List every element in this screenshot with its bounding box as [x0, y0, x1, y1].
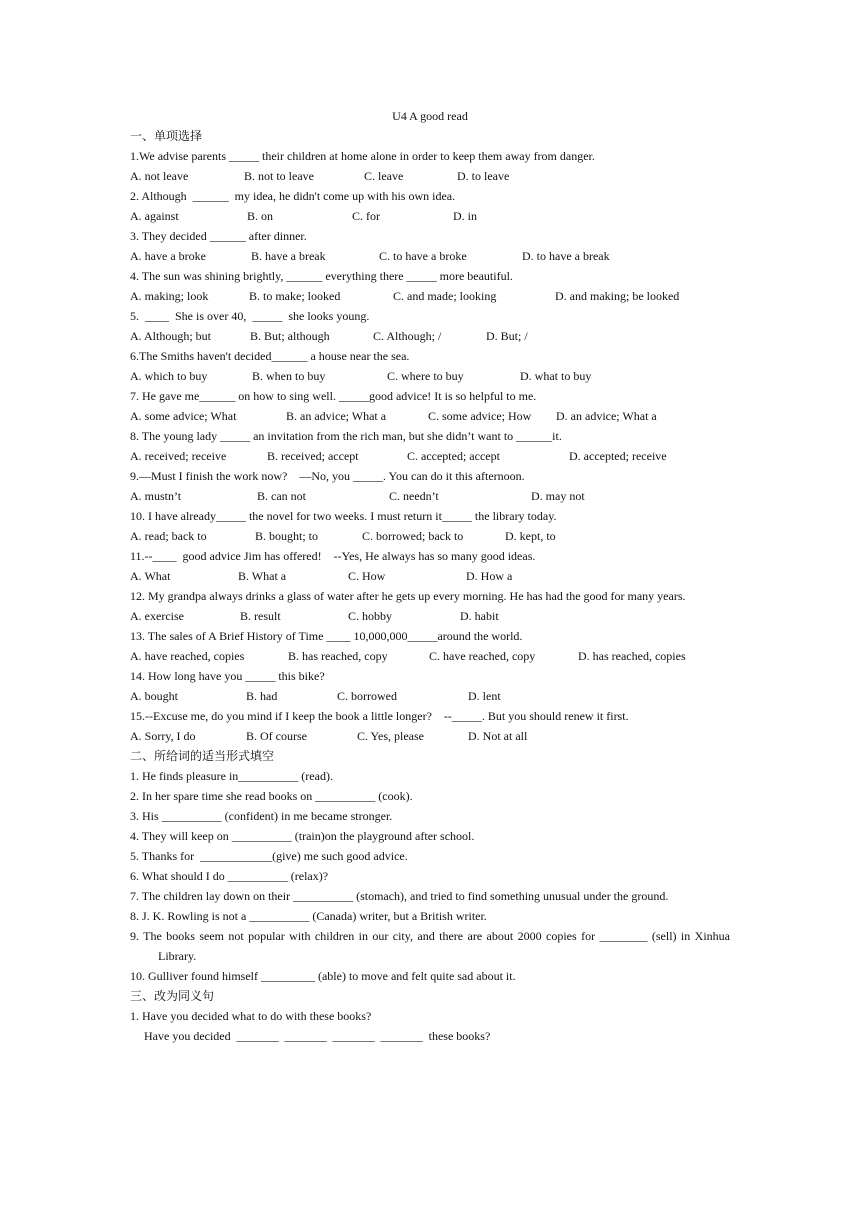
rewrite-answer-line: Have you decided _______ _______ _______ _______ these books?	[144, 1029, 491, 1043]
option-b: B. received; accept	[267, 449, 359, 463]
option-a: A. read; back to	[130, 529, 207, 543]
option-a: A. making; look	[130, 289, 209, 303]
option-b: B. an advice; What a	[286, 409, 387, 423]
option-c: C. to have a broke	[379, 249, 467, 263]
question-text: 8. The young lady _____ an invitation from the rich man, but she didn’t want to ______it.	[130, 429, 562, 443]
options-row	[130, 446, 730, 466]
question-text: 7. He gave me______ on how to sing well. _____good advice! It is so helpful to me.	[130, 389, 537, 403]
options-row	[130, 406, 730, 426]
option-c: C. needn’t	[389, 489, 439, 503]
word-form-list	[130, 766, 730, 986]
option-c: C. leave	[364, 169, 404, 183]
fill-item: 10. Gulliver found himself _________ (able) to move and felt quite sad about it.	[130, 969, 516, 983]
option-d: D. to have a break	[522, 249, 610, 263]
option-b: B. can not	[257, 489, 306, 503]
options-row	[130, 646, 730, 666]
option-a: A. Although; but	[130, 329, 212, 343]
question-text: 13. The sales of A Brief History of Time ____ 10,000,000_____around the world.	[130, 629, 523, 643]
option-c: C. Although; /	[373, 329, 442, 343]
options-row	[130, 366, 730, 386]
fill-item: 3. His __________ (confident) in me became stronger.	[130, 809, 393, 823]
option-c: C. How	[348, 569, 386, 583]
option-b: B. on	[247, 209, 274, 223]
option-d: D. Not at all	[468, 729, 528, 743]
options-row	[130, 606, 730, 626]
section-heading-rewrite: 三、改为同义句	[130, 989, 215, 1003]
question-text: 2. Although ______ my idea, he didn't come up with his own idea.	[130, 189, 456, 203]
option-a: A. against	[130, 209, 179, 223]
option-d: D. has reached, copies	[578, 649, 686, 663]
option-c: C. some advice; How	[428, 409, 532, 423]
option-d: D. But; /	[486, 329, 528, 343]
option-c: C. where to buy	[387, 369, 464, 383]
option-b: B. not to leave	[244, 169, 314, 183]
option-a: A. Sorry, I do	[130, 729, 196, 743]
option-c: C. borrowed	[337, 689, 397, 703]
question-text: 3. They decided ______ after dinner.	[130, 229, 307, 243]
option-b: B. to make; looked	[249, 289, 341, 303]
option-b: B. have a break	[251, 249, 326, 263]
options-row	[130, 686, 730, 706]
option-d: D. to leave	[457, 169, 510, 183]
option-d: D. accepted; receive	[569, 449, 667, 463]
option-b: B. Of course	[246, 729, 307, 743]
options-row	[130, 166, 730, 186]
option-b: B. when to buy	[252, 369, 326, 383]
option-d: D. in	[453, 209, 477, 223]
option-b: B. But; although	[250, 329, 330, 343]
option-d: D. lent	[468, 689, 501, 703]
option-a: A. What	[130, 569, 171, 583]
fill-item: 5. Thanks for ____________(give) me such good advice.	[130, 849, 408, 863]
options-row	[130, 206, 730, 226]
option-c: C. have reached, copy	[429, 649, 536, 663]
question-text: 15.--Excuse me, do you mind if I keep the book a little longer? --_____. But you should renew it first.	[130, 709, 629, 723]
question-text: 6.The Smiths haven't decided______ a house near the sea.	[130, 349, 410, 363]
fill-item: 9. The books seem not popular with children in our city, and there are about 2000 copies for ________ (sell) in Xinhua Library.	[130, 929, 730, 963]
option-c: C. borrowed; back to	[362, 529, 464, 543]
option-b: B. has reached, copy	[288, 649, 388, 663]
section-heading-multiple-choice: 一、单项选择	[130, 129, 203, 143]
fill-item: 2. In her spare time she read books on __________ (cook).	[130, 789, 413, 803]
option-c: C. and made; looking	[393, 289, 497, 303]
fill-item: 1. He finds pleasure in__________ (read).	[130, 769, 333, 783]
option-b: B. What a	[238, 569, 287, 583]
option-d: D. what to buy	[520, 369, 592, 383]
fill-item: 8. J. K. Rowling is not a __________ (Canada) writer, but a British writer.	[130, 909, 487, 923]
options-row	[130, 246, 730, 266]
options-row	[130, 726, 730, 746]
rewrite-list	[130, 1006, 730, 1046]
option-a: A. some advice; What	[130, 409, 237, 423]
question-text: 12. My grandpa always drinks a glass of water after he gets up every morning. He has had the good for many years.	[130, 589, 686, 603]
option-d: D. habit	[460, 609, 499, 623]
option-c: C. Yes, please	[357, 729, 425, 743]
option-c: C. accepted; accept	[407, 449, 500, 463]
option-b: B. had	[246, 689, 278, 703]
question-text: 5. ____ She is over 40, _____ she looks young.	[130, 309, 370, 323]
option-d: D. kept, to	[505, 529, 556, 543]
question-text: 14. How long have you _____ this bike?	[130, 669, 325, 683]
fill-item: 7. The children lay down on their __________ (stomach), and tried to find something unusual under the ground.	[130, 889, 669, 903]
option-d: D. may not	[531, 489, 585, 503]
option-b: B. result	[240, 609, 281, 623]
option-b: B. bought; to	[255, 529, 319, 543]
options-row	[130, 486, 730, 506]
question-text: 4. The sun was shining brightly, ______ everything there _____ more beautiful.	[130, 269, 513, 283]
multiple-choice-list	[130, 146, 730, 746]
option-a: A. not leave	[130, 169, 189, 183]
page-title: U4 A good read	[392, 109, 468, 123]
rewrite-question: 1. Have you decided what to do with these books?	[130, 1009, 372, 1023]
option-d: D. an advice; What a	[556, 409, 657, 423]
options-row	[130, 326, 730, 346]
option-a: A. exercise	[130, 609, 184, 623]
option-c: C. for	[352, 209, 380, 223]
section-heading-word-forms: 二、所给词的适当形式填空	[130, 749, 275, 763]
option-d: D. How a	[466, 569, 513, 583]
option-a: A. which to buy	[130, 369, 208, 383]
options-row	[130, 526, 730, 546]
option-a: A. have reached, copies	[130, 649, 245, 663]
question-text: 11.--____ good advice Jim has offered! --Yes, He always has so many good ideas.	[130, 549, 536, 563]
option-a: A. have a broke	[130, 249, 206, 263]
option-d: D. and making; be looked	[555, 289, 680, 303]
fill-item: 4. They will keep on __________ (train)on the playground after school.	[130, 829, 475, 843]
question-text: 9.—Must I finish the work now? —No, you _____. You can do it this afternoon.	[130, 469, 525, 483]
options-row	[130, 286, 730, 306]
question-text: 1.We advise parents _____ their children at home alone in order to keep them away from danger.	[130, 149, 595, 163]
question-text: 10. I have already_____ the novel for two weeks. I must return it_____ the library today.	[130, 509, 557, 523]
option-a: A. received; receive	[130, 449, 227, 463]
option-a: A. mustn’t	[130, 489, 182, 503]
worksheet-content	[130, 106, 730, 1046]
option-a: A. bought	[130, 689, 178, 703]
fill-item: 6. What should I do __________ (relax)?	[130, 869, 329, 883]
option-c: C. hobby	[348, 609, 393, 623]
options-row	[130, 566, 730, 586]
